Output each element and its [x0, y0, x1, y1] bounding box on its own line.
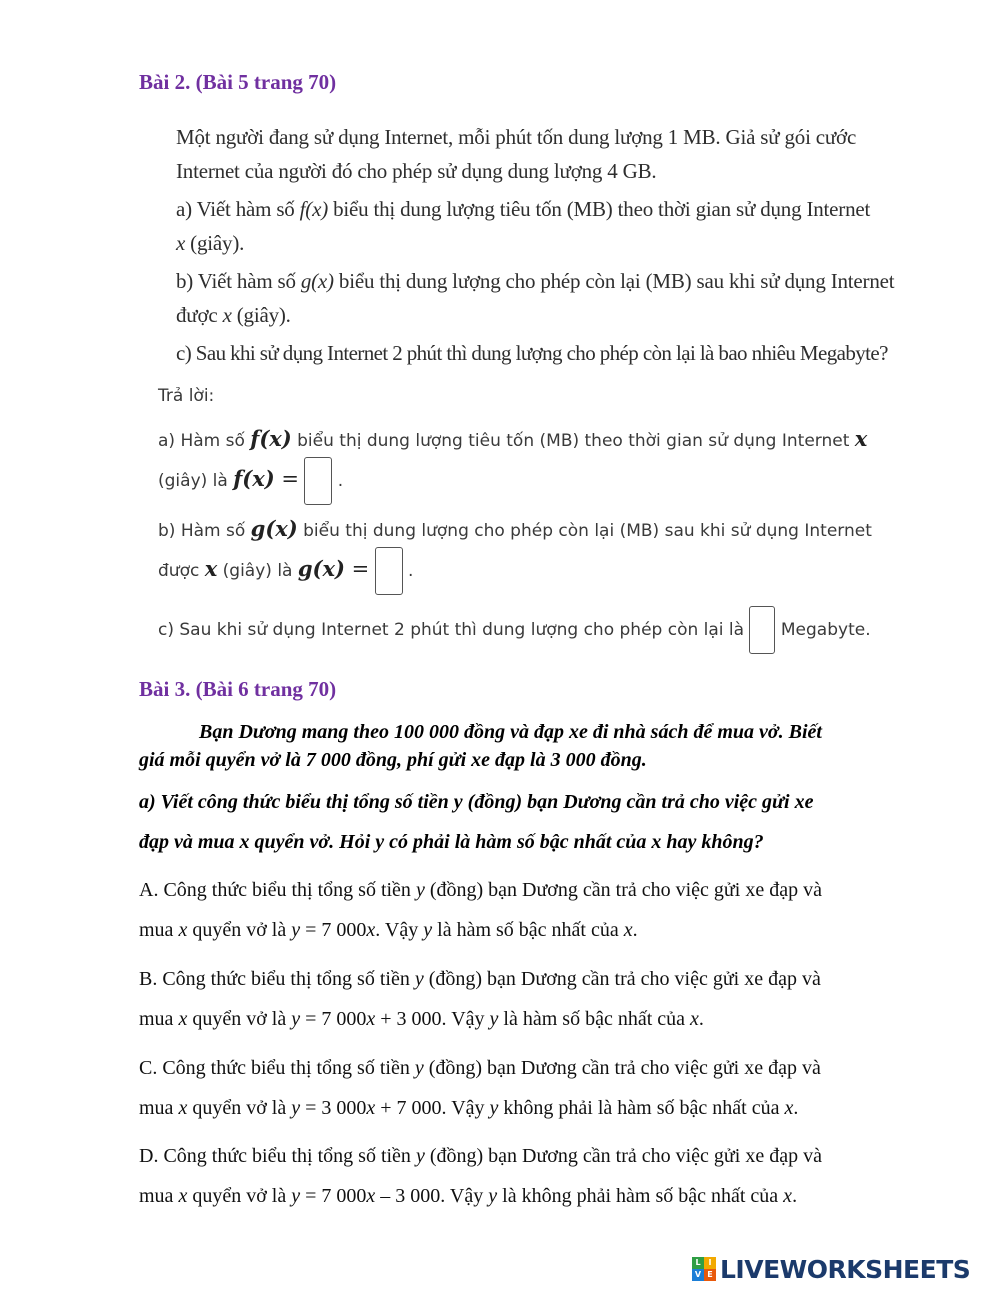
option-d[interactable]: D. Công thức biểu thị tổng số tiền y (đồng) bạn Dương cần trả cho việc gửi xe đạp và mua x quyển vở là y = 7 000x – 3 000. Vậy y là không phải hàm số bậc nhất của x. — [139, 1145, 822, 1207]
bai3-question-line1: a) Viết công thức biểu thị tổng số tiền y (đồng) bạn Dương cần trả cho việc gửi xe — [139, 791, 814, 813]
problem-part-c-line: c) Sau khi sử dụng Internet 2 phút thì dung lượng cho phép còn lại là bao nhiêu Megabyte? — [176, 341, 888, 365]
answer-c-line: c) Sau khi sử dụng Internet 2 phút thì dung lượng cho phép còn lại là Megabyte. — [158, 604, 871, 656]
answer-b-input[interactable] — [375, 547, 403, 595]
answer-b-line2: được x (giây) là g(x) = . — [158, 544, 413, 594]
answer-label: Trả lời: — [158, 386, 215, 406]
option-b[interactable]: B. Công thức biểu thị tổng số tiền y (đồng) bạn Dương cần trả cho việc gửi xe đạp và mua x quyển vở là y = 7 000x + 3 000. Vậy y là hàm số bậc nhất của x. — [139, 968, 821, 1030]
logo-text: LIVEWORKSHEETS — [720, 1254, 971, 1284]
liveworksheets-icon — [692, 1257, 716, 1281]
answer-c-input[interactable] — [749, 606, 775, 654]
bai2-heading: Bài 2. (Bài 5 trang 70) — [139, 70, 337, 94]
answer-a-line2: (giây) là f(x) = . — [158, 454, 343, 504]
problem-part-a-line2: x (giây). — [176, 231, 245, 255]
liveworksheets-logo — [692, 1254, 970, 1284]
option-a[interactable]: A. Công thức biểu thị tổng số tiền y (đồng) bạn Dương cần trả cho việc gửi xe đạp và mua x quyển vở là y = 7 000x. Vậy y là hàm số bậc nhất của x. — [139, 879, 822, 941]
problem-part-b-line1: b) Viết hàm số g(x) biểu thị dung lượng cho phép còn lại (MB) sau khi sử dụng Internet — [176, 269, 895, 293]
answer-b-line1: b) Hàm số g(x) biểu thị dung lượng cho phép còn lại (MB) sau khi sử dụng Internet — [158, 516, 872, 541]
logo-icon-i: I — [704, 1257, 716, 1269]
bai3-question-line2: đạp và mua x quyển vở. Hỏi y có phải là hàm số bậc nhất của x hay không? — [139, 831, 764, 853]
problem-part-a-line1: a) Viết hàm số f(x) biểu thị dung lượng tiêu tốn (MB) theo thời gian sử dụng Internet — [176, 197, 871, 221]
problem-part-b-line2: được x (giây). — [176, 303, 291, 327]
option-c[interactable]: C. Công thức biểu thị tổng số tiền y (đồng) bạn Dương cần trả cho việc gửi xe đạp và mua x quyển vở là y = 3 000x + 7 000. Vậy y không phải là hàm số bậc nhất của x. — [139, 1057, 821, 1119]
problem-intro-line1: Một người đang sử dụng Internet, mỗi phút tốn dung lượng 1 MB. Giả sử gói cước — [176, 125, 857, 149]
bai2-problem — [176, 122, 966, 372]
logo-icon-v: V — [692, 1269, 704, 1281]
bai3-heading: Bài 3. (Bài 6 trang 70) — [139, 677, 337, 701]
logo-icon-e: E — [704, 1269, 716, 1281]
answer-a-input[interactable] — [304, 457, 332, 505]
problem-intro-line2: Internet của người đó cho phép sử dụng dung lượng 4 GB. — [176, 159, 657, 183]
bai3-intro-line1: Bạn Dương mang theo 100 000 đồng và đạp xe đi nhà sách để mua vở. Biết — [199, 721, 822, 743]
logo-icon-l: L — [692, 1257, 704, 1269]
bai3-intro-line2: giá mỗi quyển vở là 7 000 đồng, phí gửi xe đạp là 3 000 đồng. — [139, 749, 647, 771]
answer-a-line1: a) Hàm số f(x) biểu thị dung lượng tiêu tốn (MB) theo thời gian sử dụng Internet x — [158, 426, 868, 451]
